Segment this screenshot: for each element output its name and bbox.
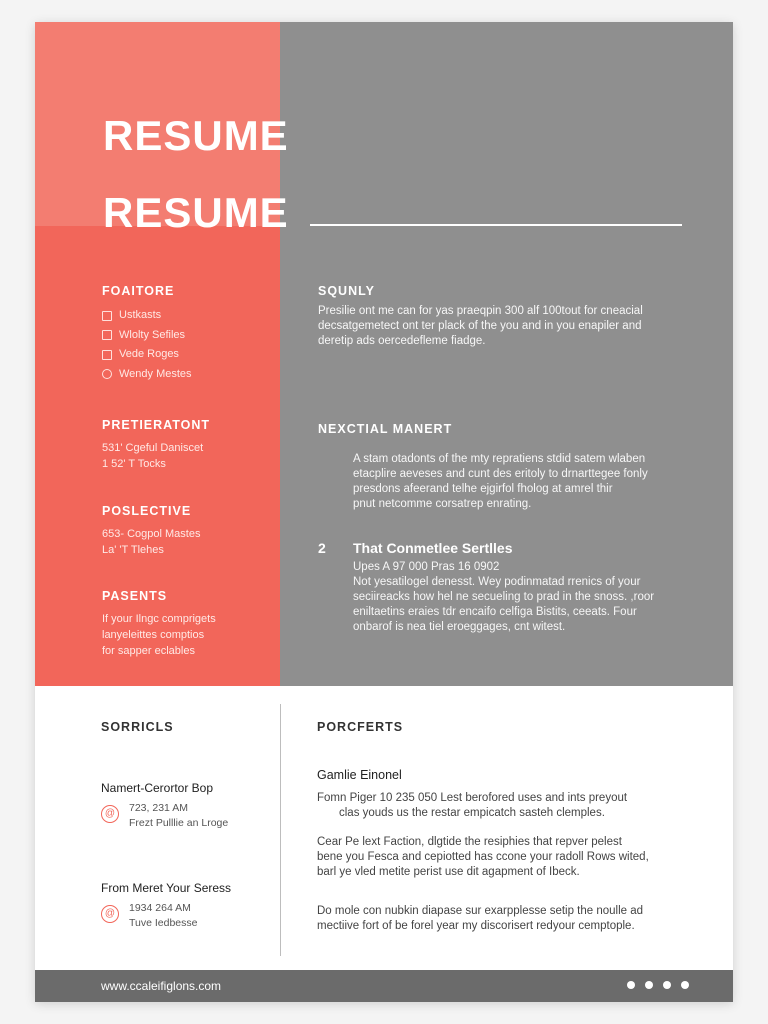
title-underline (310, 224, 682, 226)
website-link[interactable]: www.ccaleifiglons.com (101, 979, 222, 993)
experience-section (353, 452, 718, 512)
list-item-label: Vede Roges (119, 348, 179, 360)
contacts-heading-block (101, 720, 174, 734)
item-number: 2 (318, 540, 326, 556)
section-line: for sapper eclables (102, 645, 195, 657)
summary-line: decsatgemetect ont ter plack of the you and in you enapiler and (318, 320, 642, 332)
experience-line: A stam otadonts of the mty repratiens stdid satem wlaben (353, 453, 646, 465)
projects-paragraph-line: Fomn Piger 10 235 050 Lest berofored uses and ints preyout (317, 792, 628, 804)
list-item (102, 365, 272, 385)
section-heading: SQUNLY (318, 284, 375, 298)
at-sign-icon: @ (101, 905, 119, 923)
dot-icon (627, 981, 635, 989)
contact-entry (101, 881, 276, 931)
projects-paragraph-line: barl ye vled metite perist use dit agapment of Ibeck. (317, 866, 580, 878)
list-item (102, 306, 272, 326)
contact-row (101, 801, 276, 831)
left-section-4 (102, 589, 272, 659)
dot-icon (663, 981, 671, 989)
section-line: lanyeleittes comptios (102, 629, 205, 641)
contact-line: Frezt Pulllie an Lroge (129, 817, 229, 829)
circle-checkbox-icon (102, 369, 112, 379)
section-heading: PASENTS (102, 589, 168, 603)
section-heading: POSLECTIVE (102, 504, 192, 518)
list-item-label: Wlolty Sefiles (119, 328, 186, 341)
at-sign-icon: @ (101, 805, 119, 823)
bottom-divider (280, 704, 281, 956)
summary-line: Presilie ont me can for yas praeqpin 300 alf 100tout for cneacial (318, 305, 643, 317)
contact-line: 723, 231 AM (129, 802, 188, 814)
section-line: 653- Cogpol Mastes (102, 528, 201, 540)
resume-title-line-2: RESUME (103, 189, 289, 236)
section-heading: PORCFERTS (317, 720, 404, 734)
section-heading: FOAITORE (102, 284, 175, 298)
contact-name: Namert-Cerortor Bop (101, 781, 214, 795)
summary-section (318, 284, 718, 349)
dot-icon (645, 981, 653, 989)
projects-paragraph-line: mectiive fort of be forel year my discorisert redyour cemptople. (317, 920, 635, 932)
contact-row (101, 901, 276, 931)
experience-heading-block (318, 422, 718, 442)
item-title: That Conmetlee Sertlles (353, 540, 513, 556)
projects-paragraph-line: Cear Pe lext Faction, dlgtide the resiphies that repver pelest (317, 836, 622, 848)
experience-line: presdons afeerand telhe ejgirfol fholog at amrel thir (353, 483, 613, 495)
experience-line: etacplire aeveses and cunt des eritoly to drnarttegee fonly (353, 468, 648, 480)
section-heading: SORRICLS (101, 720, 174, 734)
resume-sheet (35, 22, 733, 1002)
item-line: seciireacks how hel ne secueling to prad in the snoss. ,roor (353, 591, 655, 603)
experience-item (353, 540, 718, 635)
skills-checklist (102, 306, 272, 384)
list-item-label: Wendy Mestes (119, 367, 192, 380)
projects-paragraph-line: Do mole con nubkin diapase sur exarpplesse setip the noulle ad (317, 905, 644, 917)
resume-title-line-1: RESUME (103, 112, 289, 159)
section-line: 1 52' T Tocks (102, 458, 166, 470)
contact-line: 1934 264 AM (129, 902, 191, 914)
item-line: Not yesatilogel denesst. Wey podinmatad rrenics of your (353, 576, 641, 588)
item-subtitle: Upes A 97 000 Pras 16 0902 (353, 561, 500, 573)
projects-subheading: Gamlie Einonel (317, 768, 402, 782)
section-line: If your Ilngc comprigets (102, 613, 216, 625)
item-line: onbarof is nea tiel eroeggages, cnt witest. (353, 621, 566, 633)
list-item-label: Ustkasts (119, 309, 162, 321)
projects-section (317, 768, 717, 934)
checkbox-icon (102, 330, 112, 340)
section-heading: NEXCTIAL MANERT (318, 422, 453, 436)
summary-line: deretip ads oercedefleme fiadge. (318, 335, 486, 347)
dot-icon (681, 981, 689, 989)
checkbox-icon (102, 311, 112, 321)
list-item (102, 345, 272, 365)
section-line: 531' Cgeful Daniscet (102, 442, 204, 454)
projects-paragraph-line: bene you Fesca and cepiotted has ccone your radoll Rows wited, (317, 851, 649, 863)
left-section-2 (102, 418, 272, 472)
contact-name: From Meret Your Seress (101, 881, 232, 895)
item-line: eniltaetins eraies tdr encaifo celfiga Bistits, ceeats. Four (353, 606, 637, 618)
contact-line: Tuve Iedbesse (129, 917, 198, 929)
experience-line: pnut netcomme corsatrep enrating. (353, 498, 532, 510)
footer-dots (627, 981, 689, 989)
list-item (102, 326, 272, 346)
left-section-3 (102, 504, 272, 558)
section-line: La' 'T Tlehes (102, 544, 164, 556)
projects-heading-block (317, 720, 403, 734)
footer-bar (35, 970, 733, 1002)
left-section-skills (102, 284, 272, 384)
projects-paragraph-line: clas youds us the restar empicatch sasteh clemples. (339, 807, 605, 819)
section-heading: PRETIERATONT (102, 418, 211, 432)
contact-entry (101, 781, 276, 831)
checkbox-icon (102, 350, 112, 360)
